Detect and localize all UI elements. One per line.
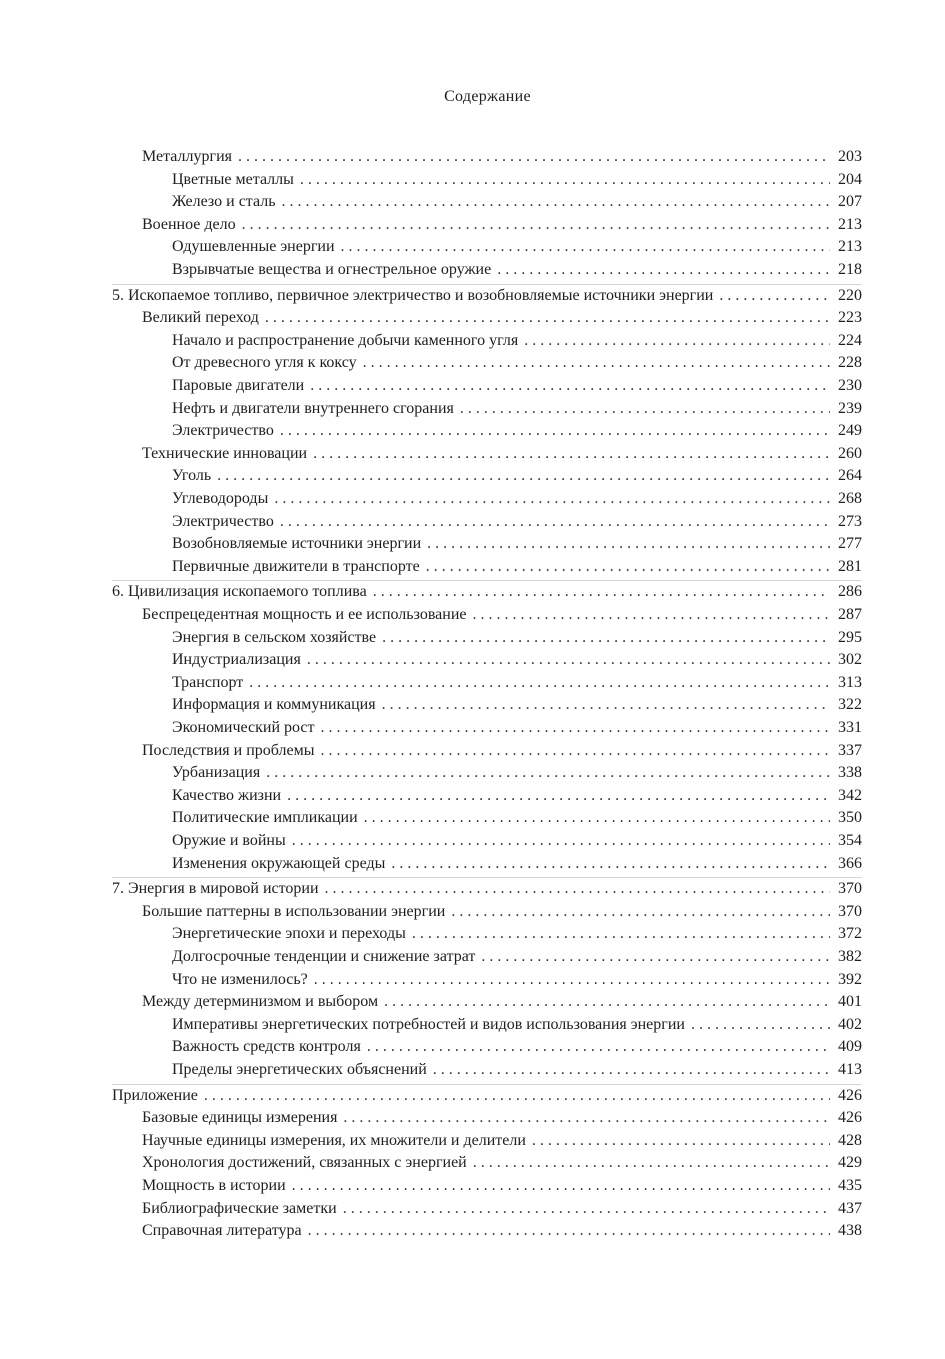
toc-entry-title: Беспрецедентная мощность и ее использование <box>142 606 467 623</box>
toc-entry-title: Большие паттерны в использовании энергии <box>142 903 446 920</box>
dot-leader <box>382 694 830 716</box>
toc-entry-page-number: 249 <box>838 422 862 439</box>
dot-leader <box>532 1130 830 1152</box>
toc-entry-page-number: 223 <box>838 309 862 326</box>
toc-entry-page-number: 264 <box>838 467 862 484</box>
toc-entry-page-number: 268 <box>838 490 862 507</box>
dot-leader <box>280 420 830 442</box>
dot-leader <box>433 1059 830 1081</box>
toc-entry-page-number: 277 <box>838 535 862 552</box>
toc-entry-title: Технические инновации <box>142 445 308 462</box>
toc-entry[interactable] <box>0 1220 945 1242</box>
toc-entry[interactable] <box>0 169 945 191</box>
toc-entry[interactable] <box>0 649 945 671</box>
toc-entry-page-number: 426 <box>838 1109 862 1126</box>
toc-entry[interactable] <box>0 878 945 900</box>
toc-entry[interactable] <box>0 285 945 307</box>
dot-leader <box>238 146 830 168</box>
toc-entry-title: Нефть и двигатели внутреннего сгорания <box>172 400 454 417</box>
toc-entry-page-number: 281 <box>838 558 862 575</box>
toc-entry[interactable] <box>0 969 945 991</box>
toc-entry[interactable] <box>0 443 945 465</box>
toc-entry-page-number: 338 <box>838 764 862 781</box>
toc-entry-title: Хронология достижений, связанных с энергией <box>142 1154 467 1171</box>
dot-leader <box>451 901 830 923</box>
toc-entry-page-number: 354 <box>838 832 862 849</box>
toc-entry-title: Что не изменилось? <box>172 971 308 988</box>
toc-entry-title: Урбанизация <box>172 764 261 781</box>
toc-entry-title: Транспорт <box>172 674 244 691</box>
toc-entry[interactable] <box>0 1014 945 1036</box>
toc-entry-page-number: 224 <box>838 332 862 349</box>
dot-leader <box>282 191 830 213</box>
toc-entry-page-number: 350 <box>838 809 862 826</box>
toc-entry[interactable] <box>0 236 945 258</box>
toc-entry[interactable] <box>0 853 945 875</box>
toc-entry-page-number: 435 <box>838 1177 862 1194</box>
toc-entry[interactable] <box>0 352 945 374</box>
toc-entry[interactable] <box>0 488 945 510</box>
toc-entry-page-number: 366 <box>838 855 862 872</box>
toc-entry[interactable] <box>0 785 945 807</box>
toc-entry-page-number: 413 <box>838 1061 862 1078</box>
toc-entry-page-number: 428 <box>838 1132 862 1149</box>
dot-leader <box>719 285 830 307</box>
toc-entry-title: Научные единицы измерения, их множители и делители <box>142 1132 526 1149</box>
toc-entry-title: Цветные металлы <box>172 171 294 188</box>
dot-leader <box>292 830 830 852</box>
toc-entry-title: 6. Цивилизация ископаемого топлива <box>112 583 367 600</box>
toc-entry-title: Информация и коммуникация <box>172 696 376 713</box>
toc-entry-title: 5. Ископаемое топливо, первичное электричество и возобновляемые источники энергии <box>112 287 714 304</box>
toc-entry[interactable] <box>0 672 945 694</box>
toc-entry-title: Последствия и проблемы <box>142 742 315 759</box>
toc-entry-page-number: 228 <box>838 354 862 371</box>
dot-leader <box>691 1014 830 1036</box>
toc-entry-title: Энергия в сельском хозяйстве <box>172 629 377 646</box>
toc-entry[interactable] <box>0 807 945 829</box>
dot-leader <box>292 1175 830 1197</box>
toc-entry-title: Индустриализация <box>172 651 301 668</box>
dot-leader <box>497 259 830 281</box>
page-title: Содержание <box>444 88 531 105</box>
dot-leader <box>481 946 830 968</box>
toc-entry-title: Базовые единицы измерения <box>142 1109 338 1126</box>
toc-entry-page-number: 218 <box>838 261 862 278</box>
dot-leader <box>242 214 830 236</box>
toc-entry-page-number: 438 <box>838 1222 862 1239</box>
dot-leader <box>266 762 830 784</box>
toc-entry-page-number: 372 <box>838 925 862 942</box>
toc-entry[interactable] <box>0 1175 945 1197</box>
dot-leader <box>367 1036 830 1058</box>
toc-entry-page-number: 322 <box>838 696 862 713</box>
dot-leader <box>427 533 830 555</box>
toc-entry[interactable] <box>0 740 945 762</box>
dot-leader <box>363 352 830 374</box>
toc-entry-page-number: 409 <box>838 1038 862 1055</box>
toc-entry[interactable] <box>0 762 945 784</box>
toc-entry-page-number: 370 <box>838 880 862 897</box>
dot-leader <box>274 488 830 510</box>
toc-entry-page-number: 401 <box>838 993 862 1010</box>
toc-entry-page-number: 302 <box>838 651 862 668</box>
dot-leader <box>472 604 830 626</box>
toc-entry-page-number: 204 <box>838 171 862 188</box>
toc-entry[interactable] <box>0 901 945 923</box>
toc-entry[interactable] <box>0 398 945 420</box>
toc-entry[interactable] <box>0 330 945 352</box>
toc-entry-title: Железо и сталь <box>172 193 276 210</box>
dot-leader <box>373 581 830 603</box>
toc-entry-title: Одушевленные энергии <box>172 238 335 255</box>
toc-entry-page-number: 213 <box>838 216 862 233</box>
toc-entry-title: Мощность в истории <box>142 1177 286 1194</box>
toc-entry[interactable] <box>0 1059 945 1081</box>
dot-leader <box>364 807 830 829</box>
toc-entry-page-number: 220 <box>838 287 862 304</box>
toc-entry-page-number: 370 <box>838 903 862 920</box>
toc-entry[interactable] <box>0 1107 945 1129</box>
toc-entry-title: От древесного угля к коксу <box>172 354 357 371</box>
toc-entry-title: Энергетические эпохи и переходы <box>172 925 406 942</box>
dot-leader <box>217 465 830 487</box>
toc-entry-title: Приложение <box>112 1087 198 1104</box>
toc-entry-title: Взрывчатые вещества и огнестрельное оружие <box>172 261 492 278</box>
toc-entry-title: Великий переход <box>142 309 259 326</box>
toc-entry-title: Качество жизни <box>172 787 282 804</box>
toc-entry[interactable] <box>0 1152 945 1174</box>
toc-entry-title: Уголь <box>172 467 212 484</box>
dot-leader <box>473 1152 830 1174</box>
toc-entry-page-number: 286 <box>838 583 862 600</box>
toc-entry-page-number: 337 <box>838 742 862 759</box>
toc-entry-page-number: 402 <box>838 1016 862 1033</box>
toc-entry[interactable] <box>0 214 945 236</box>
toc-entry[interactable] <box>0 465 945 487</box>
toc-entry[interactable] <box>0 556 945 578</box>
toc-entry[interactable] <box>0 991 945 1013</box>
toc-entry-page-number: 273 <box>838 513 862 530</box>
dot-leader <box>310 375 830 397</box>
dot-leader <box>307 649 830 671</box>
dot-leader <box>320 740 830 762</box>
toc-entry-title: Императивы энергетических потребностей и видов использования энергии <box>172 1016 685 1033</box>
toc-entry-title: Паровые двигатели <box>172 377 305 394</box>
toc-entry-title: Изменения окружающей среды <box>172 855 386 872</box>
dot-leader <box>460 398 830 420</box>
toc-entry[interactable] <box>0 1036 945 1058</box>
toc-entry-page-number: 392 <box>838 971 862 988</box>
toc-entry-title: Электричество <box>172 422 274 439</box>
toc-entry-page-number: 287 <box>838 606 862 623</box>
toc-entry[interactable] <box>0 307 945 329</box>
toc-entry-page-number: 437 <box>838 1200 862 1217</box>
dot-leader <box>524 330 830 352</box>
dot-leader <box>343 1198 830 1220</box>
toc-entry-title: Начало и распространение добычи каменного угля <box>172 332 519 349</box>
toc-entry-page-number: 203 <box>838 148 862 165</box>
toc-entry[interactable] <box>0 533 945 555</box>
toc-entry-title: Важность средств контроля <box>172 1038 361 1055</box>
toc-entry-title: Возобновляемые источники энергии <box>172 535 422 552</box>
toc-entry-page-number: 331 <box>838 719 862 736</box>
toc-entry-page-number: 429 <box>838 1154 862 1171</box>
toc-entry[interactable] <box>0 923 945 945</box>
toc-entry-title: Электричество <box>172 513 274 530</box>
dot-leader <box>343 1107 830 1129</box>
toc-entry-page-number: 230 <box>838 377 862 394</box>
toc-entry-title: Библиографические заметки <box>142 1200 337 1217</box>
toc-entry[interactable] <box>0 581 945 603</box>
dot-leader <box>308 1220 830 1242</box>
dot-leader <box>204 1085 830 1107</box>
toc-entry[interactable] <box>0 191 945 213</box>
toc-entry-title: Политические импликации <box>172 809 358 826</box>
toc-entry-page-number: 260 <box>838 445 862 462</box>
toc-entry[interactable] <box>0 694 945 716</box>
toc-entry-page-number: 295 <box>838 629 862 646</box>
toc-entry-title: Справочная литература <box>142 1222 302 1239</box>
toc-entry[interactable] <box>0 259 945 281</box>
toc-entry-page-number: 213 <box>838 238 862 255</box>
toc-entry-page-number: 239 <box>838 400 862 417</box>
toc-entry[interactable] <box>0 375 945 397</box>
toc-entry-page-number: 382 <box>838 948 862 965</box>
dot-leader <box>265 307 830 329</box>
toc-entry[interactable] <box>0 830 945 852</box>
toc-entry-title: Военное дело <box>142 216 236 233</box>
dot-leader <box>249 672 830 694</box>
toc-entry-title: Между детерминизмом и выбором <box>142 993 379 1010</box>
toc-entry[interactable] <box>0 420 945 442</box>
toc-entry-title: Первичные движители в транспорте <box>172 558 420 575</box>
toc-entry[interactable] <box>0 1085 945 1107</box>
dot-leader <box>314 969 830 991</box>
dot-leader <box>391 853 830 875</box>
dot-leader <box>341 236 830 258</box>
toc-entry[interactable] <box>0 1198 945 1220</box>
toc-entry-page-number: 426 <box>838 1087 862 1104</box>
dot-leader <box>280 511 830 533</box>
dot-leader <box>325 878 830 900</box>
toc-entry-page-number: 342 <box>838 787 862 804</box>
toc-entry-title: 7. Энергия в мировой истории <box>112 880 319 897</box>
toc-entry-page-number: 207 <box>838 193 862 210</box>
toc-entry[interactable] <box>0 146 945 168</box>
toc-entry-title: Оружие и войны <box>172 832 286 849</box>
dot-leader <box>426 556 830 578</box>
dot-leader <box>412 923 830 945</box>
toc-entry-title: Долгосрочные тенденции и снижение затрат <box>172 948 476 965</box>
toc-entry-page-number: 313 <box>838 674 862 691</box>
dot-leader <box>287 785 830 807</box>
dot-leader <box>384 991 830 1013</box>
dot-leader <box>313 443 830 465</box>
toc-entry[interactable] <box>0 1130 945 1152</box>
toc-entry-title: Углеводороды <box>172 490 269 507</box>
toc-entry[interactable] <box>0 717 945 739</box>
dot-leader <box>300 169 830 191</box>
toc-entry[interactable] <box>0 604 945 626</box>
toc-entry[interactable] <box>0 511 945 533</box>
toc-entry-title: Экономический рост <box>172 719 315 736</box>
toc-entry-title: Металлургия <box>142 148 232 165</box>
dot-leader <box>382 627 830 649</box>
dot-leader <box>321 717 830 739</box>
toc-entry[interactable] <box>0 627 945 649</box>
toc-entry-title: Пределы энергетических объяснений <box>172 1061 427 1078</box>
toc-entry[interactable] <box>0 946 945 968</box>
